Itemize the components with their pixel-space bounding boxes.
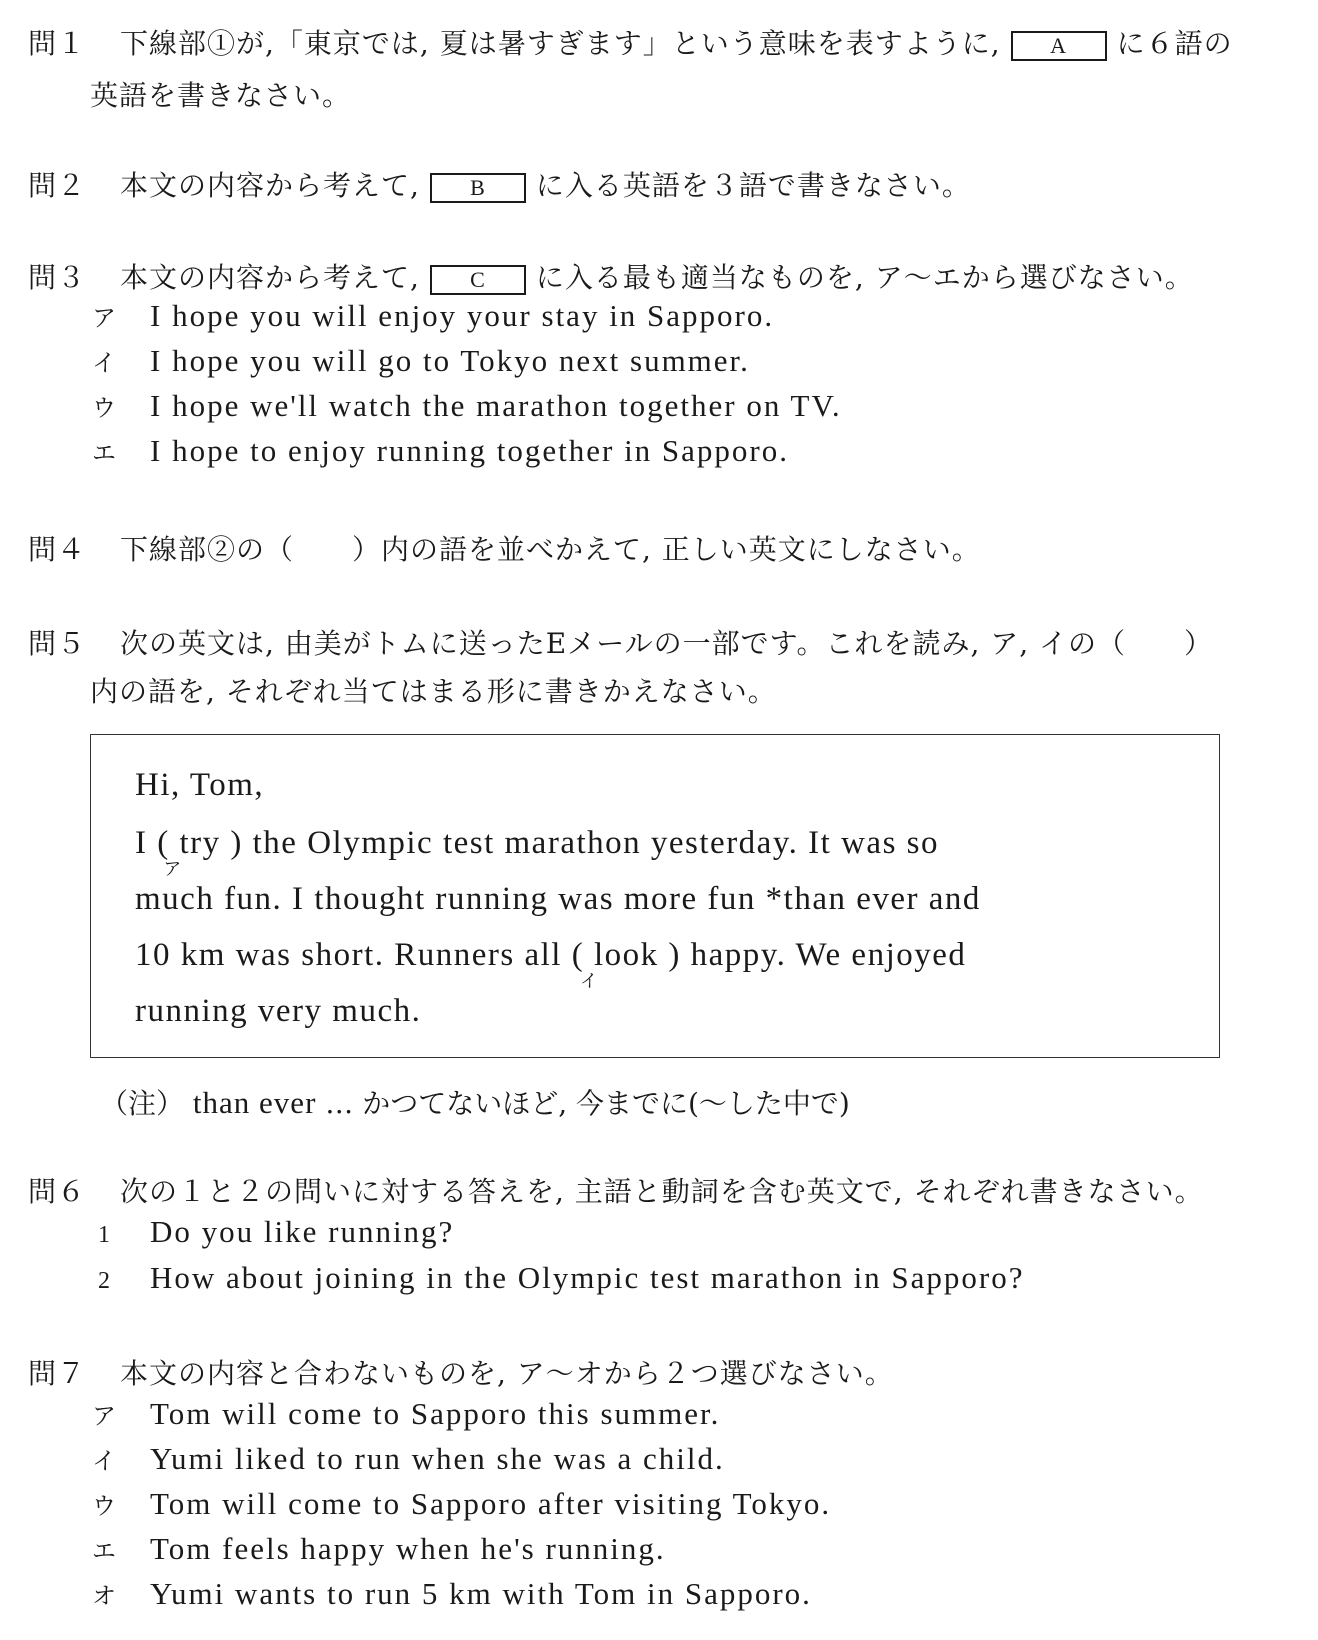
- option-b: [92, 343, 750, 379]
- item-number: 2: [98, 1268, 112, 1294]
- email-text: the Olympic test marathon yesterday. It was so: [252, 825, 940, 861]
- item-text: How about joining in the Olympic test marathon in Sapporo?: [150, 1260, 1025, 1295]
- option-e: [92, 1576, 812, 1612]
- email-text: 10 km was short. Runners all: [135, 937, 562, 973]
- answer-box-c: C: [430, 265, 526, 295]
- option-c: [92, 1486, 831, 1522]
- email-text: happy. We enjoyed: [690, 937, 967, 973]
- answer-box-b: B: [430, 173, 526, 203]
- item-text: Do you like running?: [150, 1214, 455, 1249]
- option-d: [92, 433, 789, 469]
- question-text: に６語の: [1116, 27, 1233, 60]
- option-text: Tom feels happy when he's running.: [150, 1531, 666, 1566]
- sub-question-2: [92, 1260, 1025, 1296]
- question-text: に入る最も適当なものを, ア～エから選びなさい。: [535, 261, 1194, 294]
- question-text: 本文の内容から考えて,: [120, 261, 420, 294]
- question-number: 問２: [28, 169, 87, 202]
- question-number: 問５: [28, 627, 87, 660]
- blank-word-a: [157, 825, 243, 879]
- question-text: 下線部②の（ ）内の語を並べかえて, 正しい英文にしなさい。: [120, 533, 981, 566]
- option-mark: ア: [92, 1404, 118, 1430]
- option-mark: ウ: [92, 396, 118, 422]
- email-line-3: much fun. I thought running was more fun *than ever and: [135, 881, 981, 917]
- question-1: [28, 22, 1233, 62]
- option-mark: エ: [92, 441, 118, 467]
- email-line-5: running very much.: [135, 993, 422, 1029]
- question-6: [28, 1170, 1204, 1210]
- email-greeting: Hi, Tom,: [135, 767, 265, 803]
- blank-word: ( look ): [571, 937, 681, 973]
- option-mark: ウ: [92, 1494, 118, 1520]
- question-5-line-2: 内の語を, それぞれ当てはまる形に書きかえなさい。: [90, 675, 777, 708]
- question-number: 問６: [28, 1175, 87, 1208]
- email-excerpt-box: [90, 734, 1220, 1058]
- option-text: Tom will come to Sapporo this summer.: [150, 1396, 721, 1431]
- blank-word-b: [571, 937, 681, 991]
- sub-question-1: [92, 1214, 454, 1250]
- email-line-2: [135, 825, 940, 879]
- footnote-label: （注）: [100, 1087, 185, 1120]
- question-2: [28, 164, 971, 204]
- question-3: [28, 256, 1194, 296]
- footnote-definition: … かつてないほど, 今までに(～した中で): [325, 1087, 850, 1120]
- blank-label-b: イ: [579, 971, 600, 991]
- question-text: 次の英文は, 由美がトムに送ったEメールの一部です。これを読み, ア, イの（ ）: [120, 627, 1214, 660]
- question-number: 問１: [28, 27, 87, 60]
- footnote: [100, 1082, 850, 1122]
- option-text: I hope you will go to Tokyo next summer.: [150, 343, 750, 378]
- question-5: [28, 622, 1213, 662]
- question-text: 次の１と２の問いに対する答えを, 主語と動詞を含む英文で, それぞれ書きなさい。: [120, 1175, 1204, 1208]
- question-7: [28, 1352, 894, 1392]
- option-b: [92, 1441, 725, 1477]
- blank-word: ( try ): [157, 825, 243, 861]
- answer-box-a: A: [1011, 31, 1107, 61]
- option-text: I hope you will enjoy your stay in Sapporo.: [150, 298, 775, 333]
- question-number: 問４: [28, 533, 87, 566]
- question-1-line-2: 英語を書きなさい。: [90, 79, 352, 112]
- option-text: I hope we'll watch the marathon together on TV.: [150, 388, 842, 423]
- option-mark: オ: [92, 1584, 118, 1610]
- option-mark: エ: [92, 1539, 118, 1565]
- question-text: 下線部①が,「東京では, 夏は暑すぎます」という意味を表すように,: [120, 27, 1001, 60]
- question-text: 本文の内容から考えて,: [120, 169, 420, 202]
- question-4: [28, 528, 981, 568]
- option-text: I hope to enjoy running together in Sapporo.: [150, 433, 790, 468]
- option-d: [92, 1531, 666, 1567]
- option-text: Tom will come to Sapporo after visiting Tokyo.: [150, 1486, 832, 1521]
- option-text: Yumi liked to run when she was a child.: [150, 1441, 725, 1476]
- option-a: [92, 298, 774, 334]
- question-number: 問３: [28, 261, 87, 294]
- option-mark: イ: [92, 1449, 118, 1475]
- option-a: [92, 1396, 720, 1432]
- option-c: [92, 388, 842, 424]
- email-line-4: [135, 937, 967, 991]
- email-text: I: [135, 825, 148, 861]
- footnote-term: than ever: [192, 1085, 317, 1120]
- option-mark: ア: [92, 306, 118, 332]
- question-text: に入る英語を３語で書きなさい。: [535, 169, 971, 202]
- option-mark: イ: [92, 351, 118, 377]
- question-number: 問７: [28, 1357, 87, 1390]
- blank-label-a: ア: [163, 859, 183, 879]
- item-number: 1: [98, 1222, 112, 1248]
- option-text: Yumi wants to run 5 km with Tom in Sapporo.: [150, 1576, 812, 1611]
- question-text: 本文の内容と合わないものを, ア～オから２つ選びなさい。: [120, 1357, 894, 1390]
